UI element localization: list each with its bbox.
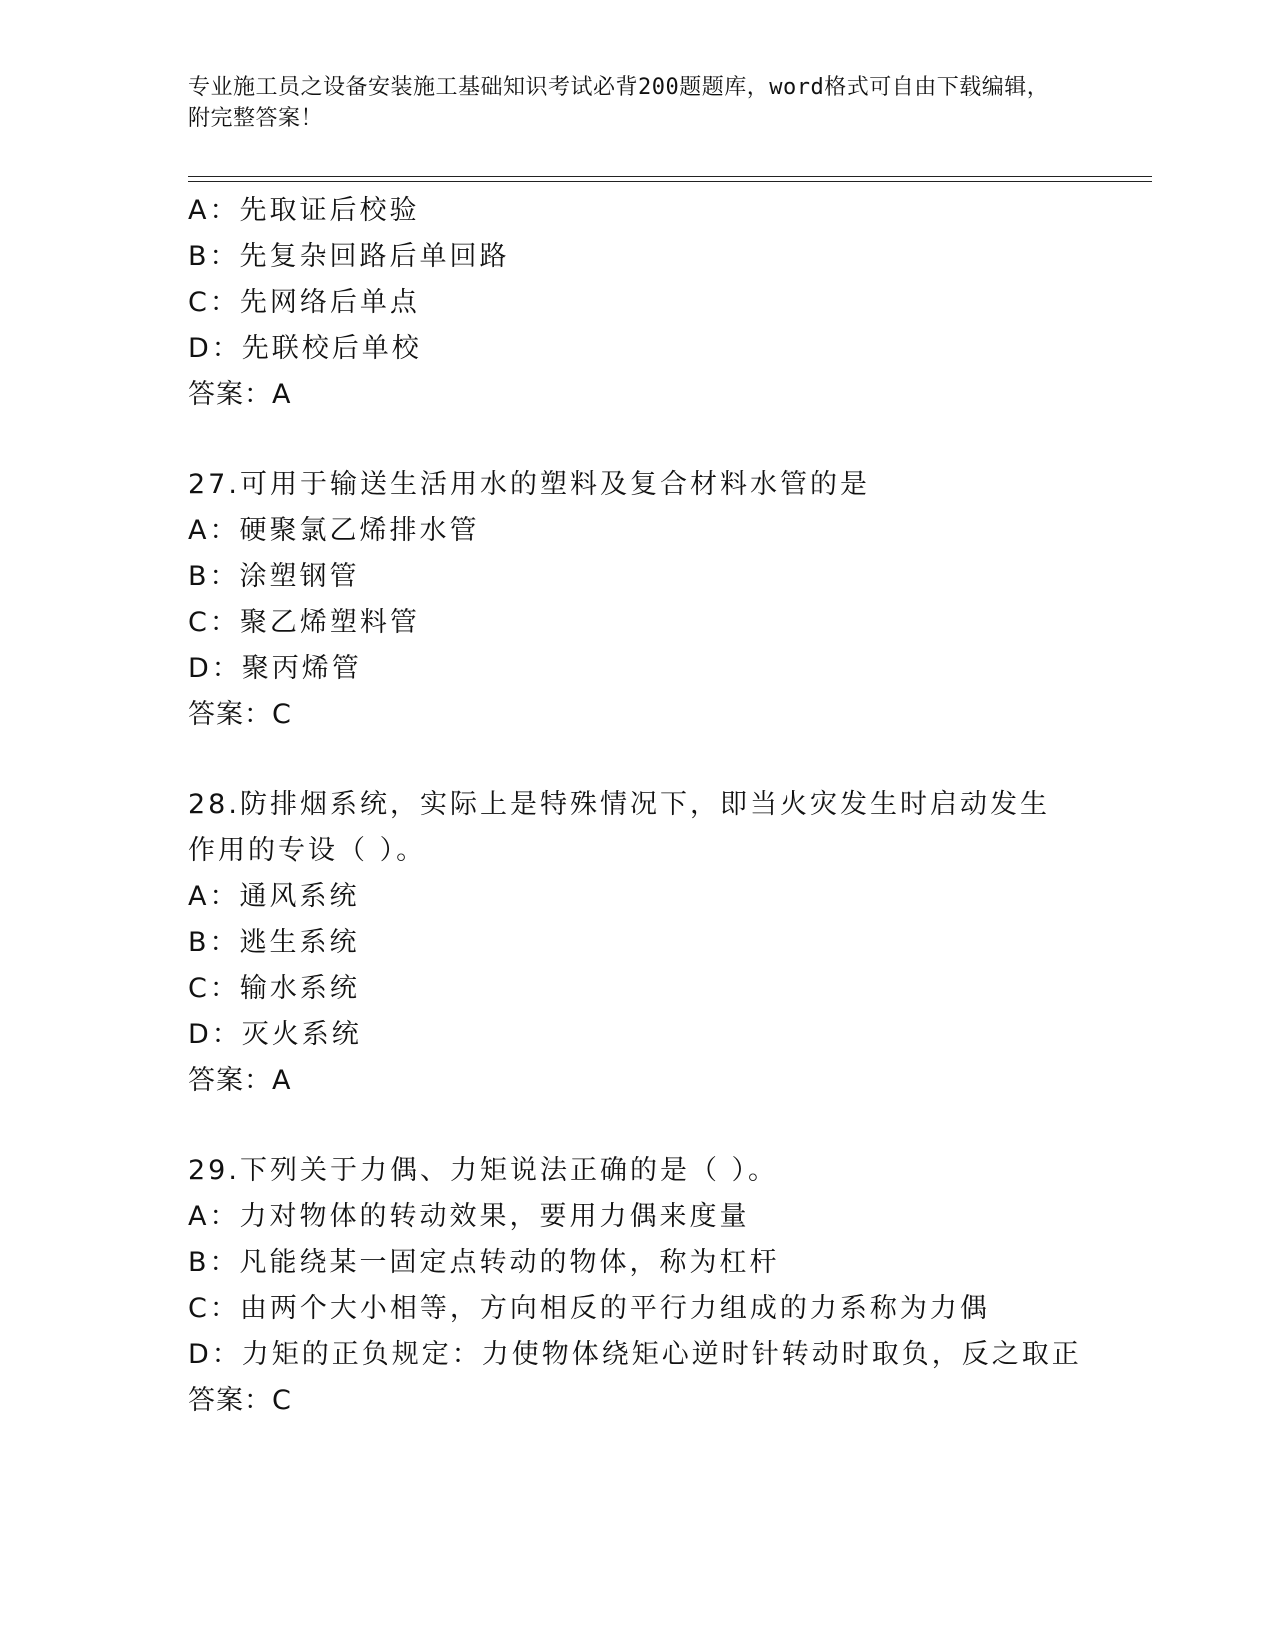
option-d: D：力矩的正负规定：力使物体绕矩心逆时针转动时取负，反之取正 (188, 1339, 1082, 1370)
option-b: B：先复杂回路后单回路 (188, 241, 510, 272)
answer-line: 答案：C (188, 699, 292, 730)
answer-line: 答案：A (188, 1065, 292, 1096)
option-b: B：逃生系统 (188, 927, 360, 958)
option-a: A：力对物体的转动效果，要用力偶来度量 (188, 1201, 750, 1232)
document-header: 专业施工员之设备安装施工基础知识考试必背200题题库，word格式可自由下载编辑，附完整答案！ (188, 75, 1050, 131)
question-text: 28.防排烟系统，实际上是特殊情况下，即当火灾发生时启动发生作用的专设（ ）。 (188, 789, 1050, 866)
question-block (188, 782, 1088, 1104)
option-c: C：聚乙烯塑料管 (188, 607, 420, 638)
question-block (188, 1148, 1088, 1424)
option-c: C：输水系统 (188, 973, 360, 1004)
question-text: 27.可用于输送生活用水的塑料及复合材料水管的是 (188, 469, 870, 500)
option-c: C：由两个大小相等，方向相反的平行力组成的力系称为力偶 (188, 1293, 990, 1324)
question-list (188, 188, 1088, 1424)
option-d: D：灭火系统 (188, 1019, 362, 1050)
option-c: C：先网络后单点 (188, 287, 420, 318)
option-d: D：聚丙烯管 (188, 653, 362, 684)
question-block (188, 462, 1088, 738)
header-divider-top (188, 176, 1152, 177)
question-block (188, 188, 1088, 418)
option-d: D：先联校后单校 (188, 333, 422, 364)
answer-line: 答案：A (188, 379, 292, 410)
option-b: B：凡能绕某一固定点转动的物体，称为杠杆 (188, 1247, 780, 1278)
option-a: A：通风系统 (188, 881, 360, 912)
header-divider-bottom (188, 181, 1152, 182)
option-a: A：先取证后校验 (188, 195, 420, 226)
option-b: B：涂塑钢管 (188, 561, 360, 592)
answer-line: 答案：C (188, 1385, 292, 1416)
question-text: 29.下列关于力偶、力矩说法正确的是（ ）。 (188, 1155, 779, 1186)
option-a: A：硬聚氯乙烯排水管 (188, 515, 480, 546)
